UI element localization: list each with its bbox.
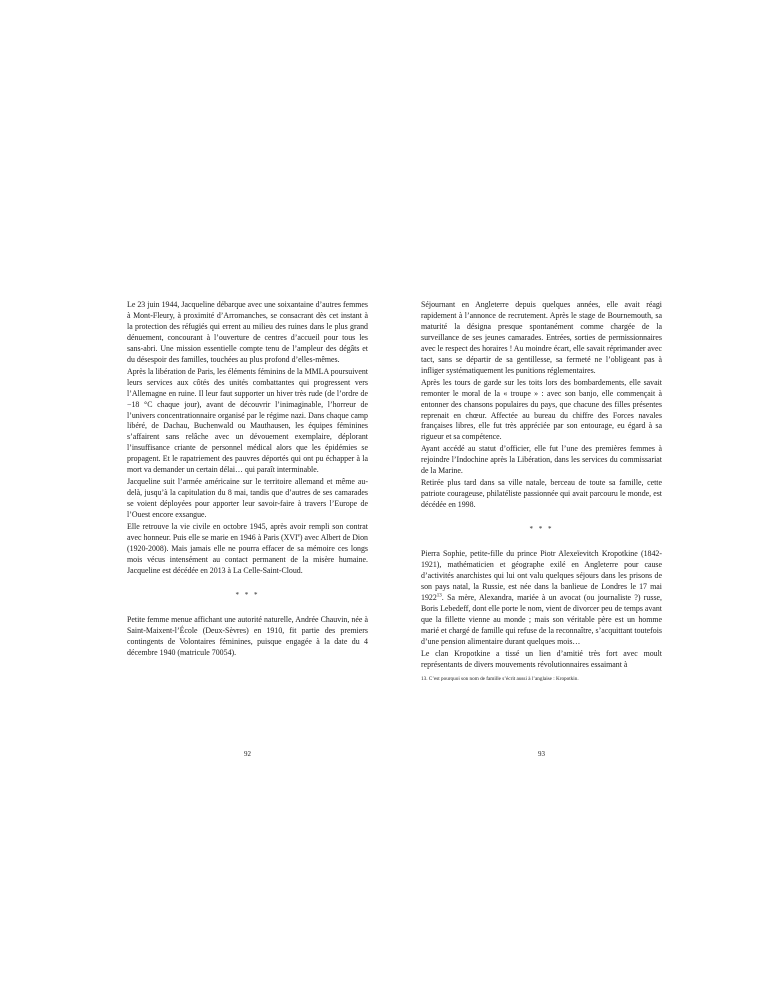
left-page bbox=[127, 300, 368, 760]
paragraph: Après la libération de Paris, les éléments féminins de la MMLA poursuivent leurs services aux côtés des unités combattantes qui progressent vers l’Allemagne en ruine. Il leur faut supporter un hiver très rude (de l’ordre de −18 °C chaque jour), avant de découvrir l’inimaginable, l’horreur de l’univers concentrationnaire organisé par le régime nazi. Dans chaque camp libéré, de Dachau, Buchenwald ou Mauthausen, les équipes féminines s’affairent sans relâche avec un dévouement exemplaire, déplorant l’insuffisance criante de personnel médical alors que les épidémies se propagent. Et le rapatriement des pauvres déportés qui ont pu échapper à la mort va demander un certain délai… qui paraît interminable. bbox=[127, 366, 368, 475]
section-separator: * * * bbox=[235, 590, 260, 599]
paragraph: Après les tours de garde sur les toits lors des bombardements, elle savait remonter le moral de la « troupe » : avec son banjo, elle commençait à entonner des chansons populaires du pays, que chacune des filles présentes reprenait en chœur. Affectée au bureau du chiffre des Forces navales françaises libres, elle fut très appréciée par son entourage, eu égard à sa rigueur et sa compétence. bbox=[421, 377, 662, 442]
page-number: 93 bbox=[538, 750, 545, 759]
superscript: e bbox=[297, 533, 300, 539]
paragraph: Jacqueline suit l’armée américaine sur le territoire allemand et même au-delà, jusqu’à la capitulation du 8 mai, tandis que d’autres de ses camarades se voient déployées pour apporter leur savoir-faire à travers l’Europe de l’Ouest encore exsangue. bbox=[127, 477, 368, 520]
paragraph: Ayant accédé au statut d’officier, elle fut l’une des premières femmes à rejoindre l’Indochine après la Libération, dans les services du commissariat de la Marine. bbox=[421, 444, 662, 476]
footnote-reference: 13 bbox=[436, 593, 442, 599]
right-page bbox=[421, 300, 662, 760]
paragraph: Retirée plus tard dans sa ville natale, berceau de toute sa famille, cette patriote courageuse, philatéliste passionnée qui avait parcouru le monde, est décédée en 1998. bbox=[421, 478, 662, 510]
paragraph: Petite femme menue affichant une autorité naturelle, Andrée Chauvin, née à Saint-Maixent-l’École (Deux-Sèvres) en 1910, fit partie des premiers contingents de Volontaires féminines, puisque engagée à la date du 4 décembre 1940 (matricule 70054). bbox=[127, 614, 368, 657]
paragraph bbox=[421, 549, 662, 648]
right-page-text bbox=[421, 300, 662, 738]
footnote: 13. C’est pourquoi son nom de famille s’écrit aussi à l’anglaise : Kropotkin. bbox=[421, 675, 579, 682]
text-run: Pierra Sophie, petite-fille du prince Piotr Alexeïevitch Kropotkine (1842-1921), mathématicien et géographe exilé en Angleterre pour cause d’activités anarchistes qui lui ont valu quelques séjours dans les prisons de son pays natal, la Russie, est née dans la banlieue de Londres le 17 mai 1922 bbox=[421, 549, 662, 602]
paragraph bbox=[127, 522, 368, 577]
page-number: 92 bbox=[244, 750, 251, 759]
paragraph: Séjournant en Angleterre depuis quelques années, elle avait réagi rapidement à l’annonce de recrutement. Après le stage de Bournemouth, sa maturité la désigna presque spontanément comme chargée de la surveillance de ses jeunes camarades. Entrées, sorties de permissionnaires avec le respect des horaires ! Au moindre écart, elle savait réprimander avec tact, sans se départir de sa gentillesse, sa fermeté ne l’obligeant pas à infliger systématiquement les punitions réglementaires. bbox=[421, 300, 662, 375]
section-separator: * * * bbox=[529, 525, 554, 534]
paragraph: Le clan Kropotkine a tissé un lien d’amitié très fort avec moult représentants de divers mouvements révolutionnaires essaimant à bbox=[421, 648, 662, 669]
paragraph: Le 23 juin 1944, Jacqueline débarque avec une soixantaine d’autres femmes à Mont-Fleury, à proximité d’Arromanches, se consacrant dès cet instant à la protection des réfugiés qui errent au milieu des ruines dans le plus grand dénuement, concourant à l’ouverture de centres d’accueil pour tous les sans-abri. Une mission essentielle compte tenu de l’ampleur des dégâts et du désespoir des familles, touchées au plus profond d’elles-mêmes. bbox=[127, 300, 368, 364]
text-run: ) avec Albert de Dion (1920-2008). Mais jamais elle ne pourra effacer de sa mémoire ces longs mois vécus intensément au contact permanent de la misère humaine. Jacqueline est décédée en 2013 à La Celle-Saint-Cloud. bbox=[127, 533, 368, 575]
left-page-text bbox=[127, 300, 368, 738]
text-run: . Sa mère, Alexandra, mariée à un avocat (ou journaliste ?) russe, Boris Lebedeff, dont elle porte le nom, vient de divorcer peu de temps avant que la fillette vienne au monde ; mais son véritable père est un homme marié et chargé de famille qui refuse de la reconnaître, s’acquittant toutefois d’une pension alimentaire durant quelques mois… bbox=[421, 592, 662, 646]
text-run: Elle retrouve la vie civile en octobre 1945, après avoir rempli son contrat avec honneur. Puis elle se marie en 1946 à Paris (XVI bbox=[127, 522, 368, 543]
